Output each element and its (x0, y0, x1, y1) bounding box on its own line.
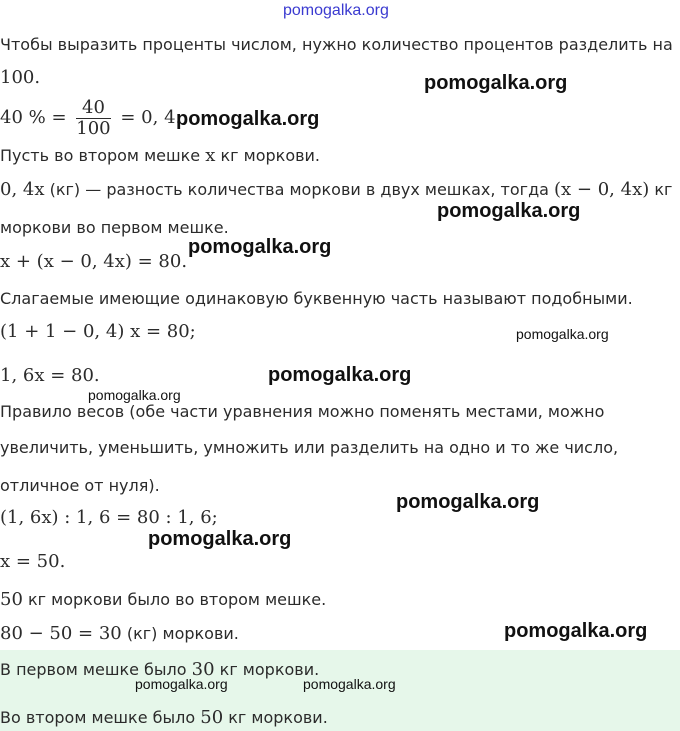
equation-percent (0, 96, 181, 140)
text-part: (кг) моркови. (121, 624, 239, 643)
equation: (1 + 1 − 0, 4) x = 80; (0, 321, 196, 342)
watermark: pomogalka.org (188, 236, 332, 258)
text-part: В первом мешке было (0, 660, 192, 679)
equation: 1, 6x = 80. (0, 365, 100, 386)
text-line: моркови во первом мешке. (0, 218, 229, 237)
watermark: pomogalka.org (437, 200, 581, 222)
watermark: pomogalka.org (148, 528, 292, 550)
text-line (0, 180, 672, 200)
text-part: Пусть во втором мешке (0, 146, 206, 165)
equation-part: = 0, 4. (120, 107, 182, 128)
math-part: 30 (191, 659, 215, 680)
text-part: кг моркови. (215, 146, 321, 165)
text-line (0, 590, 326, 610)
equation-part: 40 % = (0, 107, 67, 128)
watermark: pomogalka.org (88, 387, 181, 403)
fraction-numerator: 40 (76, 98, 110, 119)
fraction-denominator: 100 (76, 117, 111, 139)
text-part: (кг) — разность количества моркови в двух мешках, тогда (44, 180, 555, 199)
answer-line (0, 708, 328, 728)
watermark: pomogalka.org (176, 108, 320, 130)
equation: x + (x − 0, 4x) = 80. (0, 251, 188, 272)
text-part: кг моркови было во втором мешке. (22, 590, 327, 609)
text-line: Правило весов (обе части уравнения можно поменять местами, можно (0, 402, 605, 421)
text-line (0, 624, 239, 644)
text-part: Во втором мешке было (0, 708, 201, 727)
watermark: pomogalka.org (396, 491, 540, 513)
math-part: 0, 4x (0, 179, 45, 200)
text-part: кг моркови. (214, 660, 320, 679)
math-part: 50 (200, 707, 224, 728)
math-part: 80 − 50 = 30 (0, 623, 122, 644)
watermark: pomogalka.org (135, 676, 228, 692)
text-line: отличное от нуля). (0, 476, 160, 495)
text-line: увеличить, уменьшить, умножить или разделить на одно и то же число, (0, 438, 619, 457)
text-line: Слагаемые имеющие одинаковую буквенную часть называют подобными. (0, 289, 633, 308)
equation: x = 50. (0, 551, 66, 572)
watermark: pomogalka.org (516, 326, 609, 342)
math-part: (x − 0, 4x) (554, 179, 650, 200)
math-part: 50 (0, 589, 23, 610)
equation: (1, 6x) : 1, 6 = 80 : 1, 6; (0, 507, 218, 528)
text-line: Чтобы выразить проценты числом, нужно количество процентов разделить на (0, 35, 673, 54)
text-line: 100. (0, 67, 41, 88)
watermark: pomogalka.org (303, 676, 396, 692)
watermark: pomogalka.org (268, 364, 412, 386)
text-part: кг моркови. (223, 708, 328, 727)
text-line (0, 146, 320, 166)
text-part: кг (649, 180, 673, 199)
top-watermark: pomogalka.org (283, 2, 389, 19)
math-var: x (205, 145, 216, 166)
watermark: pomogalka.org (504, 620, 648, 642)
watermark: pomogalka.org (424, 72, 568, 94)
fraction (76, 98, 110, 139)
